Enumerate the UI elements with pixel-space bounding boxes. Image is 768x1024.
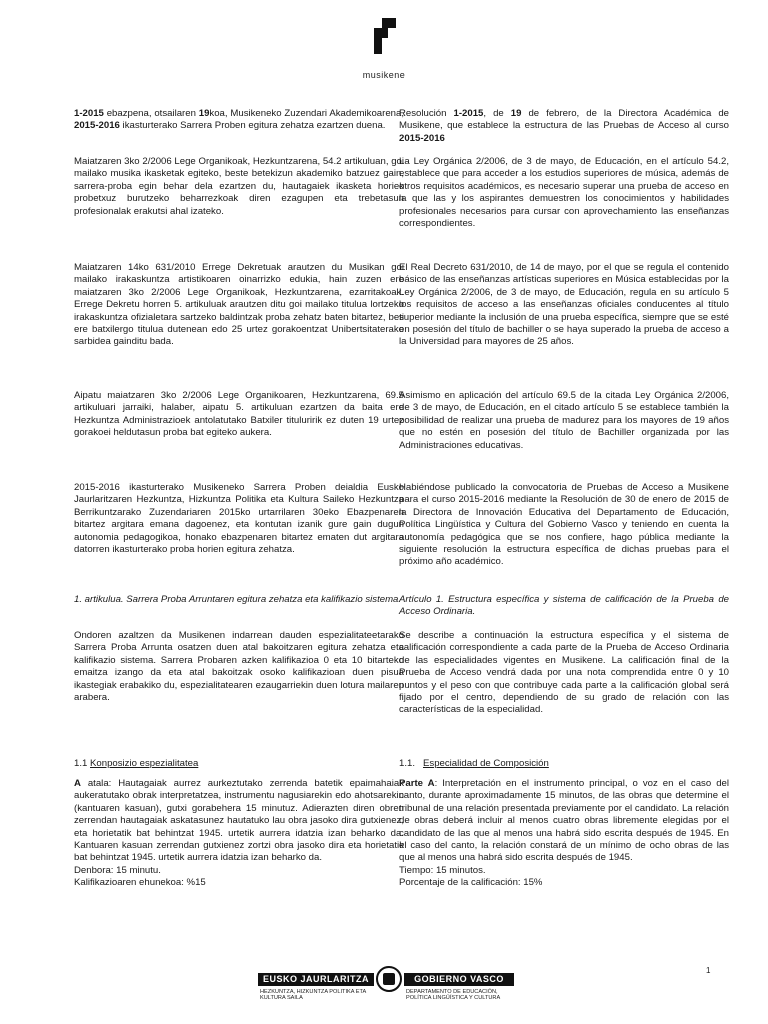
eusko-jaurlaritza-label: EUSKO JAURLARITZA <box>258 973 374 986</box>
left-title-d: koa, Musikeneko Zuzendari Akademikoarena, <box>209 108 404 119</box>
left-paragraph-5: Ondoren azaltzen da Musikenen indarrean dauden espezialitateetarako Sarrera Proba Arrunta osatzen duen atal bakoitzaren egitura zehatza eta kalifikazio sistema. Sarrera Probaren azken kalifikazioa 0 eta 10 bitarteko emaitza izango da eta atal bakoitzak osoko kalifikazioan duen pisua ikastegiak erabakiko du, espezialitatearen ezaugarriekin duen lotura mailaren arabera. <box>74 630 404 704</box>
left-paragraph-3: Aipatu maiatzaren 3ko 2/2006 Lege Organikoaren, Hezkuntzarena, 69.5 artikuluari jarraiki, halaber, aipatu 5. artikuluan ezartzen da baita ere Hezkuntza Administrazioek antolatutako Batxiler tituluririk ez duten 19 urtez gorakoei heldutasun proba bat egiteko aukera. <box>74 390 404 439</box>
right-title-d: 19 <box>510 108 522 119</box>
right-title-f: 2015-2016 <box>399 132 445 144</box>
right-title <box>399 108 729 156</box>
right-part-a <box>399 778 729 865</box>
eu-department-label: HEZKUNTZA, HIZKUNTZA POLITIKA ETA KULTURA SAILA <box>260 989 366 1002</box>
left-title-a: 1-2015 <box>74 108 104 119</box>
left-percentage: Kalifikazioaren ehunekoa: %15 <box>74 877 206 889</box>
left-paragraph-4: 2015-2016 ikasturterako Musikeneko Sarrera Proben deialdia Eusko Jaurlaritzaren Hezkuntza, Hizkuntza Politika eta Kultura Saileko Hezkuntza Berrikuntzarako Zuzendariaren 2015ko urtarrilaren 30eko Ebazpenaren bitartez argitara emana dagoenez, eta kontutan izanik gure gain dugun autonomia pedagogikoa, honako ebazpenaren bitartez ematen dut argitara datorren ikasturterako proba horien egitura zehatza. <box>74 482 404 556</box>
musikene-logo <box>352 18 416 78</box>
left-part-a-label: A <box>74 778 81 789</box>
right-part-a-label: Parte A <box>399 778 435 789</box>
left-part-a <box>74 778 404 865</box>
right-percentage: Porcentaje de la calificación: 15% <box>399 877 543 889</box>
seal-inner <box>383 973 395 985</box>
right-paragraph-5: Se describe a continuación la estructura específica y el sistema de calificación correspondiente a cada parte de la Prueba de Acceso Ordinaria de las especialidades vigentes en Musikene. La calificación final de la Prueba de Acceso vendrá dada por una nota comprendida entre 0 y 10 puntos y el peso con que contribuye cada parte a la calificación global será fijado por el centro, dependiendo de su grado de relación con las características de la especialidad. <box>399 630 729 716</box>
right-title-c: , de <box>483 108 511 119</box>
musikene-logo-icon <box>374 18 396 54</box>
left-title-b: ebazpena, otsailaren <box>103 108 199 119</box>
right-part-a-text: : Interpretación en el instrumento principal, o voz en el caso del canto, durante aproximadamente 15 minutos, de las obras que determine el tribunal de una relación presentada previamente por el candidato. La relación de obras deberá incluir al menos cuatro obras libremente elegidas por el candidato de las que al menos una habrá sido escrita después de 1945. En el caso del canto, la relación constará de un mínimo de ocho obras de las que al menos una habrá sido escrita después de 1945. <box>399 778 729 864</box>
right-paragraph-2: El Real Decreto 631/2010, de 14 de mayo, por el que se regula el contenido básico de las enseñanzas artísticas superiores en Música establecidas por la Ley Orgánica 2/2006, de 3 de mayo, de Educación, regula en su artículo 5 los requisitos de acceso a las enseñanzas oficiales conducentes al título superior mediante la inclusión de una prueba específica, siempre que se esté en posesión del título de bachiller o se haya superado la prueba de acceso a la Universidad para mayores de 25 años. <box>399 262 729 348</box>
right-title-e: de febrero, de la Directora Académica de Musikene, que establece la estructura de las Pruebas de Acceso al curso <box>399 108 729 132</box>
left-column-basque <box>74 108 404 890</box>
gobierno-vasco-label: GOBIERNO VASCO <box>404 973 514 986</box>
right-article-1-heading: Artículo 1. Estructura específica y sistema de calificación de la Prueba de Acceso Ordinaria. <box>399 594 729 618</box>
left-title-c: 19 <box>198 108 210 119</box>
left-section-title: Konposizio espezialitatea <box>90 758 199 769</box>
right-title-a: Resolución <box>399 108 454 119</box>
brand-name: musikene <box>362 70 406 80</box>
left-paragraph-2: Maiatzaren 14ko 631/2010 Errege Dekretuak arautzen du Musikan goi mailako irakaskuntza artistikoaren oinarrizko edukia, hain zuzen ere maiatzaren 3ko 2/2006 Lege Organikoak, Hezkuntzarena, ezarritakoak. Errege Dekretu horren 5. artikuluak arautzen ditu goi mailako titulua lortzeko irakaskuntza ofizialetara sartzeko baldintzak proba zehatz baten bitartez, beti ere batxilergo titulua dutenean edo 25 urtez gorakoentzat Unibertsitaterako sarbidea gainditu bada. <box>74 262 404 348</box>
right-time: Tiempo: 15 minutos. <box>399 864 486 876</box>
right-section-number: 1.1. <box>399 758 423 769</box>
right-paragraph-3: Asimismo en aplicación del artículo 69.5 de la citada Ley Orgánica 2/2006, de 3 de mayo, de Educación, en el citado artículo 5 se establece también la posibilidad de realizar una prueba de madurez para los mayores de 19 años que no estén en posesión del título de Bachiller organizada por las Administraciones educativas. <box>399 390 729 451</box>
left-section-number: 1.1 <box>74 758 91 769</box>
right-column-spanish <box>399 108 729 890</box>
left-title-f: ikasturterako Sarrera Proben egitura zehatza ezartzen duena. <box>119 120 386 132</box>
es-department-label: DEPARTAMENTO DE EDUCACIÓN, POLÍTICA LINGÜÍSTICA Y CULTURA <box>406 989 501 1002</box>
right-section-1-1-heading <box>399 758 729 778</box>
left-part-a-text: atala: Hautagaiak aurrez aurkeztutako zerrenda batetik epaimahaiak aukeratutako obrak interpretatzea, instrumentu nagusiarekin edo ahotsarekin (kantuaren kasuan), gutxi gorabehera 15 minutuz. Adierazten diren obren zerrendan hautagaiak askatasunez hautatuko lau obra jasoko dira gutxienez, eta horietatik bat behintzat 1945. urtetik aurrera idatzia izan beharko da. Kantuaren kasuan zerrendan gutxienez zortzi obra jasoko dira eta horietatik bat behintzat 1945. urtetik aurrera idatzia izan beharko da. <box>74 778 404 864</box>
right-paragraph-1: La Ley Orgánica 2/2006, de 3 de mayo, de Educación, en el artículo 54.2, establece que para acceder a los estudios superiores de música, además de otros requisitos académicos, es necesario superar una prueba de acceso en la que las y los aspirantes demuestren los conocimientos y habilidades profesionales necesarios para cursar con aprovechamiento las enseñanzas correspondientes. <box>399 156 729 230</box>
left-time: Denbora: 15 minutu. <box>74 864 161 876</box>
left-section-1-1-heading <box>74 758 404 778</box>
left-article-1-heading: 1. artikulua. Sarrera Proba Arruntaren egitura zehatza eta kalifikazio sistema. <box>74 594 402 605</box>
left-title <box>74 108 404 156</box>
basque-government-seal-icon <box>376 966 402 992</box>
right-paragraph-4: Habiéndose publicado la convocatoria de Pruebas de Acceso a Musikene para el curso 2015-2016 mediante la Resolución de 30 de enero de 2015 de la Directora de Innovación Educativa del Departamento de Educación, Política Lingüística y Cultura del Gobierno Vasco y teniendo en cuenta la autonomía pedagógica que se nos confiere, hago pública mediante la siguiente resolución la estructura específica de dichas pruebas para el próximo año académico. <box>399 482 729 568</box>
left-paragraph-1: Maiatzaren 3ko 2/2006 Lege Organikoak, Hezkuntzarena, 54.2 artikuluan, goi mailako musika ikasketak egiteko, beste betekizun akademiko batzuez gain, sarrera-proba egin behar dela ezartzen du, hautagaiek ikasketa horiek probetxuz burutzeko beharrezkoak diren ezagupen eta trebetasun profesionalak erakutsi ahal izateko. <box>74 156 404 217</box>
right-title-b: 1-2015 <box>453 108 484 119</box>
page-number: 1 <box>706 966 711 975</box>
right-section-title: Especialidad de Composición <box>423 758 549 769</box>
left-title-e: 2015-2016 <box>74 120 120 132</box>
